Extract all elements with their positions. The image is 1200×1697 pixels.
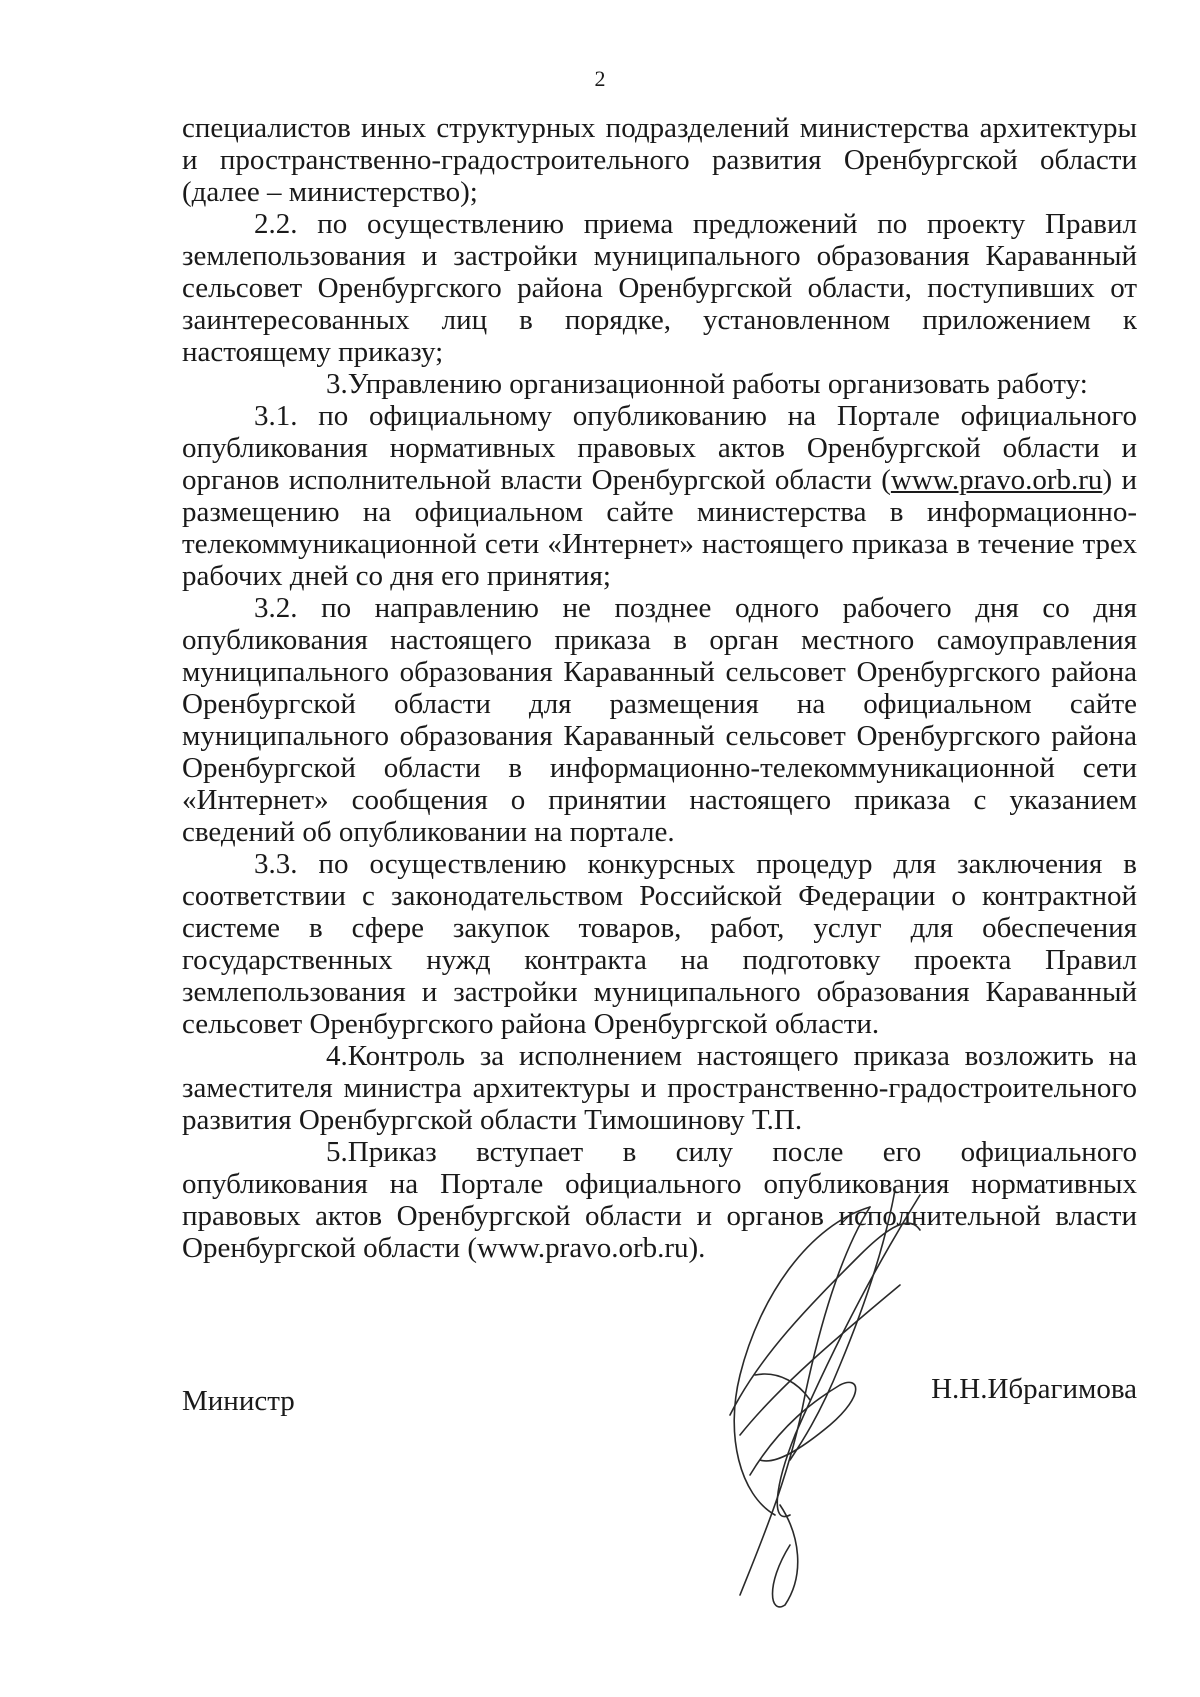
document-body [182,112,1137,1264]
paragraph-4-text: Контроль за исполнением настоящего приказа возложить на заместителя министра архитектуры и пространственно-градостроительного развития Оренбургской области Тимошинову Т.П. [182,1040,1137,1136]
page-number: 2 [594,66,606,91]
pravo-link[interactable]: www.pravo.orb.ru [890,464,1103,496]
paragraph-3-1-text-start: 3.1. по официальному опубликованию на Портале официального опубликования нормативных правовых актов Оренбургской области и органов исполнительной власти Оренбургской области ( [182,400,1137,496]
signer-name: Н.Н.Ибрагимова [931,1373,1137,1405]
paragraph-3-number: 3. [326,368,348,400]
paragraph-3 [182,368,1137,400]
paragraph-3-text: Управлению организационной работы организовать работу: [347,368,1088,400]
signature-block [182,1373,1137,1435]
paragraph-3-1 [182,400,1137,592]
paragraph-3-3: 3.3. по осуществлению конкурсных процедур для заключения в соответствии с законодательством Российской Федерации о контрактной системе в сфере закупок товаров, работ, услуг для обеспечения государственных нужд контракта на подготовку проекта Правил землепользования и застройки муниципального образования Караванный сельсовет Оренбургского района Оренбургской области. [182,848,1137,1040]
paragraph-4 [182,1040,1137,1136]
paragraph-5-text: Приказ вступает в силу после его официального опубликования на Портале официального опубликования нормативных правовых актов Оренбургской области и органов исполнительной власти Оренбургской области (www.pravo.orb.ru). [182,1136,1137,1264]
paragraph-5-number: 5. [326,1136,348,1168]
paragraph-4-number: 4. [326,1040,348,1072]
paragraph-3-2: 3.2. по направлению не позднее одного рабочего дня со дня опубликования настоящего приказа в орган местного самоуправления муниципального образования Караванный сельсовет Оренбургского района Оренбургской области для размещения на официальном сайте муниципального образования Караванный сельсовет Оренбургского района Оренбургской области в информационно-телекоммуникационной сети «Интернет» сообщения о принятии настоящего приказа с указанием сведений об опубликовании на портале. [182,592,1137,848]
paragraph-3-1-text-end: ) и размещению на официальном сайте министерства в информационно-телекоммуникационной сети «Интернет» настоящего приказа в течение трех рабочих дней со дня его принятия; [182,464,1137,592]
signer-title: Министр [182,1385,295,1417]
paragraph-2-2: 2.2. по осуществлению приема предложений по проекту Правил землепользования и застройки муниципального образования Караванный сельсовет Оренбургского района Оренбургской области, поступивших от заинтересованных лиц в порядке, установленном приложением к настоящему приказу; [182,208,1137,368]
paragraph-5 [182,1136,1137,1264]
paragraph-continuation: специалистов иных структурных подразделений министерства архитектуры и пространственно-градостроительного развития Оренбургской области (далее – министерство); [182,112,1137,208]
